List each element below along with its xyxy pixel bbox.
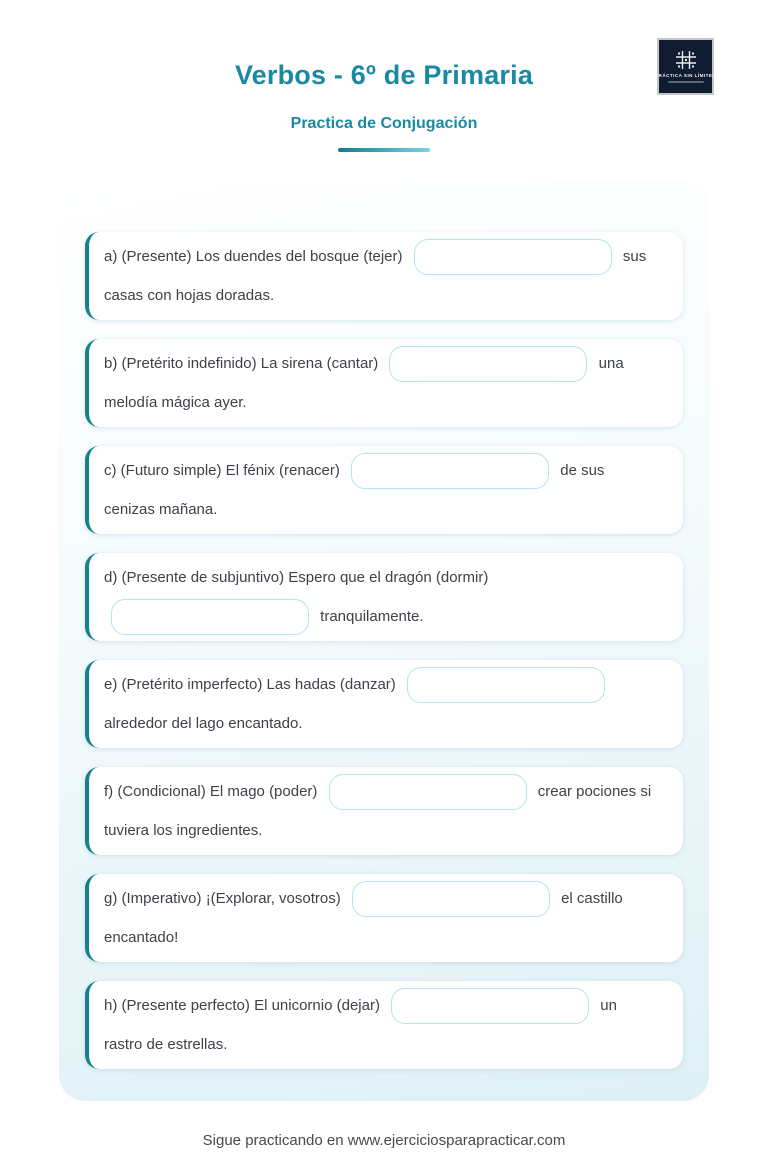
grid-logo-icon <box>675 50 697 70</box>
logo-text: PRÁCTICA SIN LÍMITES <box>655 73 716 78</box>
page-subtitle: Practica de Conjugación <box>290 115 478 132</box>
answer-input[interactable] <box>351 453 549 489</box>
exercise-text-after: sus casas con hojas doradas. <box>104 248 647 304</box>
exercise-text-before: e) (Pretérito imperfecto) Las hadas (danzar) <box>104 676 400 693</box>
exercise-text-before: b) (Pretérito indefinido) La sirena (cantar) <box>104 355 383 372</box>
footer-text: Sigue practicando en www.ejerciciosparapracticar.com <box>202 1132 566 1149</box>
page-title: Verbos - 6º de Primaria <box>234 60 534 90</box>
answer-input[interactable] <box>414 239 612 275</box>
exercise-text-after: de sus cenizas mañana. <box>104 462 605 518</box>
answer-input[interactable] <box>111 599 309 635</box>
header <box>0 0 768 152</box>
exercise-card <box>85 660 683 748</box>
logo-subline <box>668 81 704 83</box>
answer-input[interactable] <box>329 774 527 810</box>
exercise-card <box>85 339 683 427</box>
exercise-text-before: d) (Presente de subjuntivo) Espero que el dragón (dormir) <box>104 569 489 586</box>
exercise-text-before: h) (Presente perfecto) El unicornio (dejar) <box>104 997 385 1014</box>
worksheet-panel <box>59 181 709 1101</box>
exercise-card <box>85 553 683 641</box>
exercise-card <box>85 981 683 1069</box>
exercise-card <box>85 874 683 962</box>
answer-input[interactable] <box>391 988 589 1024</box>
exercise-list <box>85 232 683 1069</box>
exercise-text-after: una melodía mágica ayer. <box>104 355 624 411</box>
exercise-text-before: c) (Futuro simple) El fénix (renacer) <box>104 462 345 479</box>
exercise-text-before: f) (Condicional) El mago (poder) <box>104 783 322 800</box>
exercise-text-after: un rastro de estrellas. <box>104 997 617 1053</box>
exercise-text-before: a) (Presente) Los duendes del bosque (tejer) <box>104 248 407 265</box>
exercise-card <box>85 767 683 855</box>
answer-input[interactable] <box>352 881 550 917</box>
exercise-text-after: el castillo encantado! <box>104 890 623 946</box>
exercise-text-before: g) (Imperativo) ¡(Explorar, vosotros) <box>104 890 345 907</box>
header-divider <box>338 148 430 152</box>
exercise-text-after: alrededor del lago encantado. <box>104 715 303 732</box>
exercise-text-after: crear pociones si tuviera los ingredientes. <box>104 783 652 839</box>
exercise-text-after: tranquilamente. <box>320 608 424 625</box>
answer-input[interactable] <box>407 667 605 703</box>
exercise-card <box>85 446 683 534</box>
answer-input[interactable] <box>389 346 587 382</box>
exercise-card <box>85 232 683 320</box>
brand-logo <box>657 38 714 95</box>
